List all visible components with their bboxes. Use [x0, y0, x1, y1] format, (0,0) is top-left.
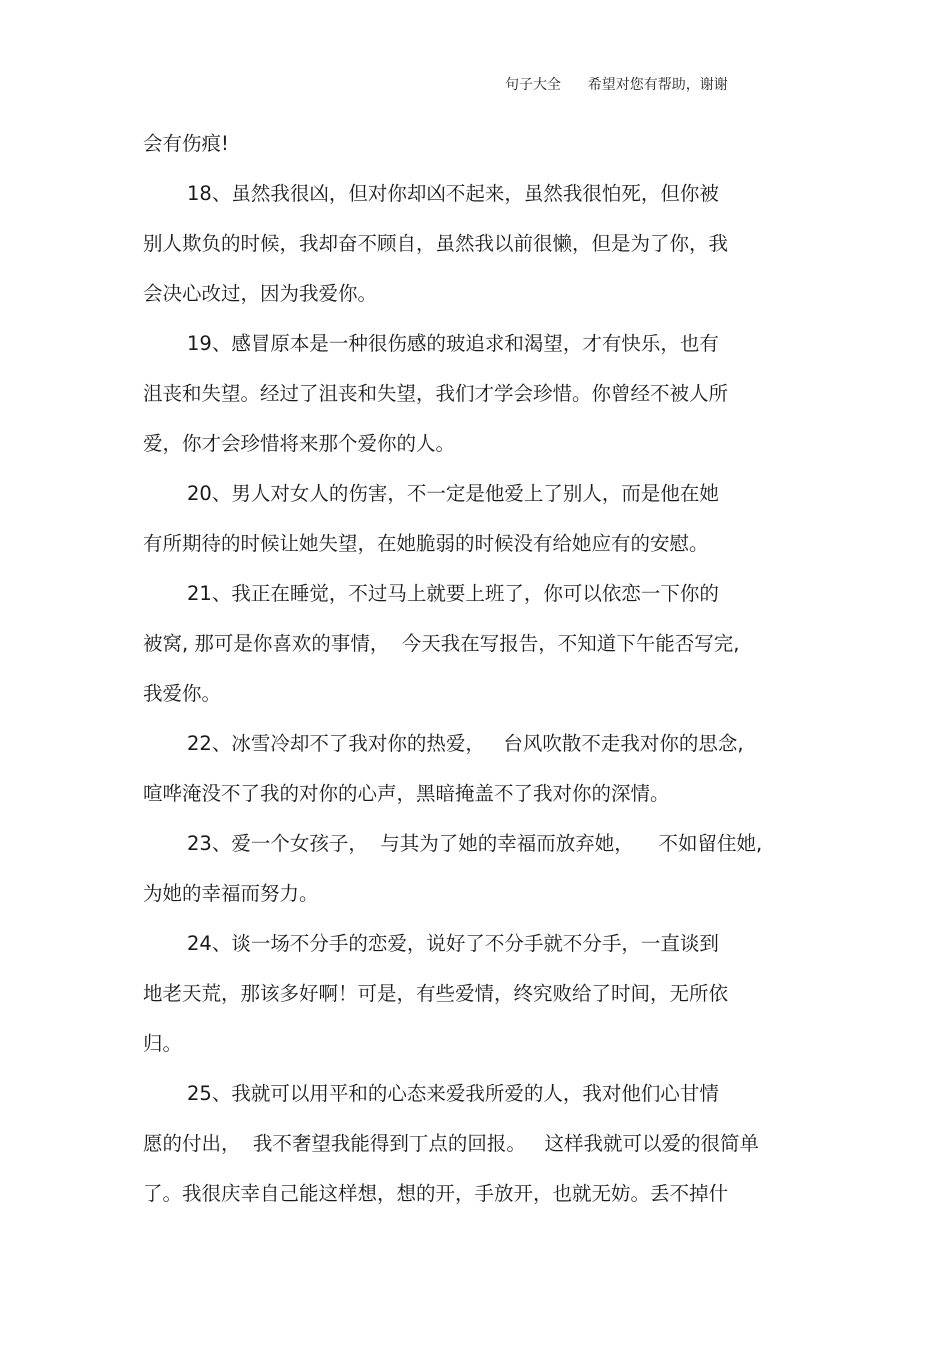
paragraph-18-line-2: 别人欺负的时候，我却奋不顾自，虽然我以前很懒，但是为了你，我 [143, 232, 729, 255]
paragraph-24-line-3: 归。 [143, 1032, 183, 1055]
paragraph-23-line-1: 23、爱一个女孩子， 与其为了她的幸福而放弃她， 不如留住她, [187, 832, 763, 855]
paragraph-22-line-1: 22、冰雪冷却不了我对你的热爱， 台风吹散不走我对你的思念, [187, 732, 744, 755]
paragraph-23-line-2: 为她的幸福而努力。 [143, 882, 319, 905]
paragraph-19-line-1: 19、感冒原本是一种很伤感的玻追求和渴望，才有快乐，也有 [187, 332, 719, 355]
paragraph-18-line-3: 会决心改过，因为我爱你。 [143, 282, 378, 305]
paragraph-19-line-2: 沮丧和失望。经过了沮丧和失望，我们才学会珍惜。你曾经不被人所 [143, 382, 729, 405]
paragraph-20-line-2: 有所期待的时候让她失望，在她脆弱的时候没有给她应有的安慰。 [143, 532, 709, 555]
paragraph-25-line-1: 25、我就可以用平和的心态来爱我所爱的人，我对他们心甘情 [187, 1082, 719, 1105]
paragraph-25-line-3: 了。我很庆幸自己能这样想，想的开，手放开，也就无妨。丢不掉什 [143, 1182, 729, 1205]
paragraph-25-line-2: 愿的付出， 我不奢望我能得到丁点的回报。 这样我就可以爱的很简单 [143, 1132, 759, 1155]
paragraph-22-line-2: 喧哗淹没不了我的对你的心声，黑暗掩盖不了我对你的深情。 [143, 782, 670, 805]
paragraph-18-line-1: 18、虽然我很凶，但对你却凶不起来，虽然我很怕死，但你被 [187, 182, 719, 205]
paragraph-21-line-2: 被窝, 那可是你喜欢的事情， 今天我在写报告，不知道下午能否写完, [143, 632, 740, 655]
paragraph-21-line-1: 21、我正在睡觉，不过马上就要上班了，你可以依恋一下你的 [187, 582, 719, 605]
paragraph-24-line-2: 地老天荒，那该多好啊！可是，有些爱情，终究败给了时间，无所依 [143, 982, 729, 1005]
paragraph-24-line-1: 24、谈一场不分手的恋爱，说好了不分手就不分手，一直谈到 [187, 932, 719, 955]
paragraph-19-line-3: 爱，你才会珍惜将来那个爱你的人。 [143, 432, 456, 455]
text-line: 会有伤痕! [143, 132, 229, 155]
paragraph-20-line-1: 20、男人对女人的伤害，不一定是他爱上了别人，而是他在她 [187, 482, 719, 505]
paragraph-21-line-3: 我爱你。 [143, 682, 222, 705]
page-header: 句子大全 希望对您有帮助，谢谢 [505, 77, 728, 93]
